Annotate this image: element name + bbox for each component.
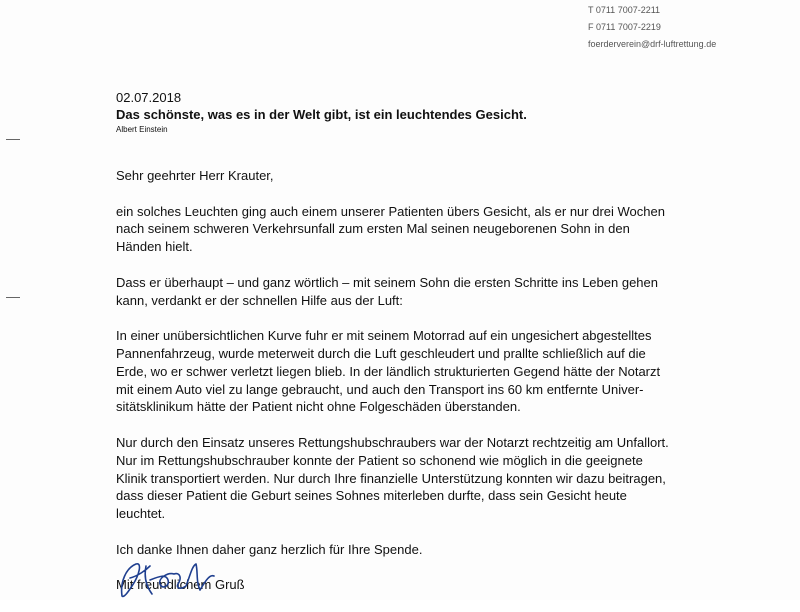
letter-quote: Das schönste, was es in der Welt gibt, ist ein leuchtendes Gesicht.: [116, 107, 527, 122]
paragraph-line: Händen hielt.: [116, 239, 193, 255]
paragraph-line: Pannenfahrzeug, wurde meterweit durch die Luft geschleudert und prallte schließlich auf die: [116, 345, 646, 361]
paragraph-line: mit einem Auto viel zu lange gebraucht, und auch den Transport ins 60 km entfernte Univer-: [116, 381, 644, 397]
letterhead-contact: [588, 2, 716, 53]
paragraph-4: [116, 434, 736, 523]
paragraph-line: Ich danke Ihnen daher ganz herzlich für Ihre Spende.: [116, 541, 423, 557]
fold-mark-top: [6, 139, 20, 140]
paragraph-3: [116, 327, 736, 416]
salutation-text: Sehr geehrter Herr Krauter,: [116, 168, 274, 183]
paragraph-line: Erde, wo er schwer verletzt liegen blieb. In der ländlich strukturierten Gegend hätte der Notarzt: [116, 363, 661, 379]
closing-text: Mit freundlichem Gruß: [116, 577, 245, 593]
paragraph-line: leuchtet.: [116, 506, 166, 522]
paragraph-2: [116, 274, 736, 310]
paragraph-line: dass dieser Patient die Geburt seines Sohnes miterleben durfte, dass sein Gesicht heute: [116, 488, 627, 504]
handwritten-signature: [116, 556, 266, 600]
paragraph-line: Klinik transportiert werden. Nur durch Ihre finanzielle Unterstützung konnten wir dazu beitragen,: [116, 470, 666, 486]
salutation: [116, 167, 736, 185]
letter-body: [116, 167, 736, 612]
fold-mark-middle: [6, 297, 20, 298]
letterhead-phone: T 0711 7007-2211: [588, 5, 661, 15]
letterhead-fax: F 0711 7007-2219: [588, 22, 661, 32]
quote-author: Albert Einstein: [116, 125, 168, 134]
paragraph-line: nach seinem schweren Verkehrsunfall zum ersten Mal seinen neugeborenen Sohn in den: [116, 221, 630, 237]
paragraph-line: Dass er überhaupt – und ganz wörtlich – mit seinem Sohn die ersten Schritte ins Leben gehen: [116, 274, 658, 290]
letter-date: 02.07.2018: [116, 90, 182, 105]
paragraph-line: ein solches Leuchten ging auch einem unserer Patienten übers Gesicht, als er nur drei Wochen: [116, 203, 665, 219]
paragraph-line: In einer unübersichtlichen Kurve fuhr er mit seinem Motorrad auf ein ungesichert abgestelltes: [116, 328, 652, 344]
paragraph-1: [116, 203, 736, 256]
paragraph-line: sitätsklinikum hätte der Patient nicht ohne Folgeschäden überstanden.: [116, 399, 521, 415]
paragraph-line: Nur im Rettungshubschrauber konnte der Patient so schonend wie möglich in die geeignete: [116, 452, 643, 468]
paragraph-line: kann, verdankt er der schnellen Hilfe aus der Luft:: [116, 292, 403, 308]
letterhead-email: foerderverein@drf-luftrettung.de: [588, 39, 717, 49]
paragraph-line: Nur durch den Einsatz unseres Rettungshubschraubers war der Notarzt rechtzeitig am Unfallort.: [116, 434, 669, 450]
